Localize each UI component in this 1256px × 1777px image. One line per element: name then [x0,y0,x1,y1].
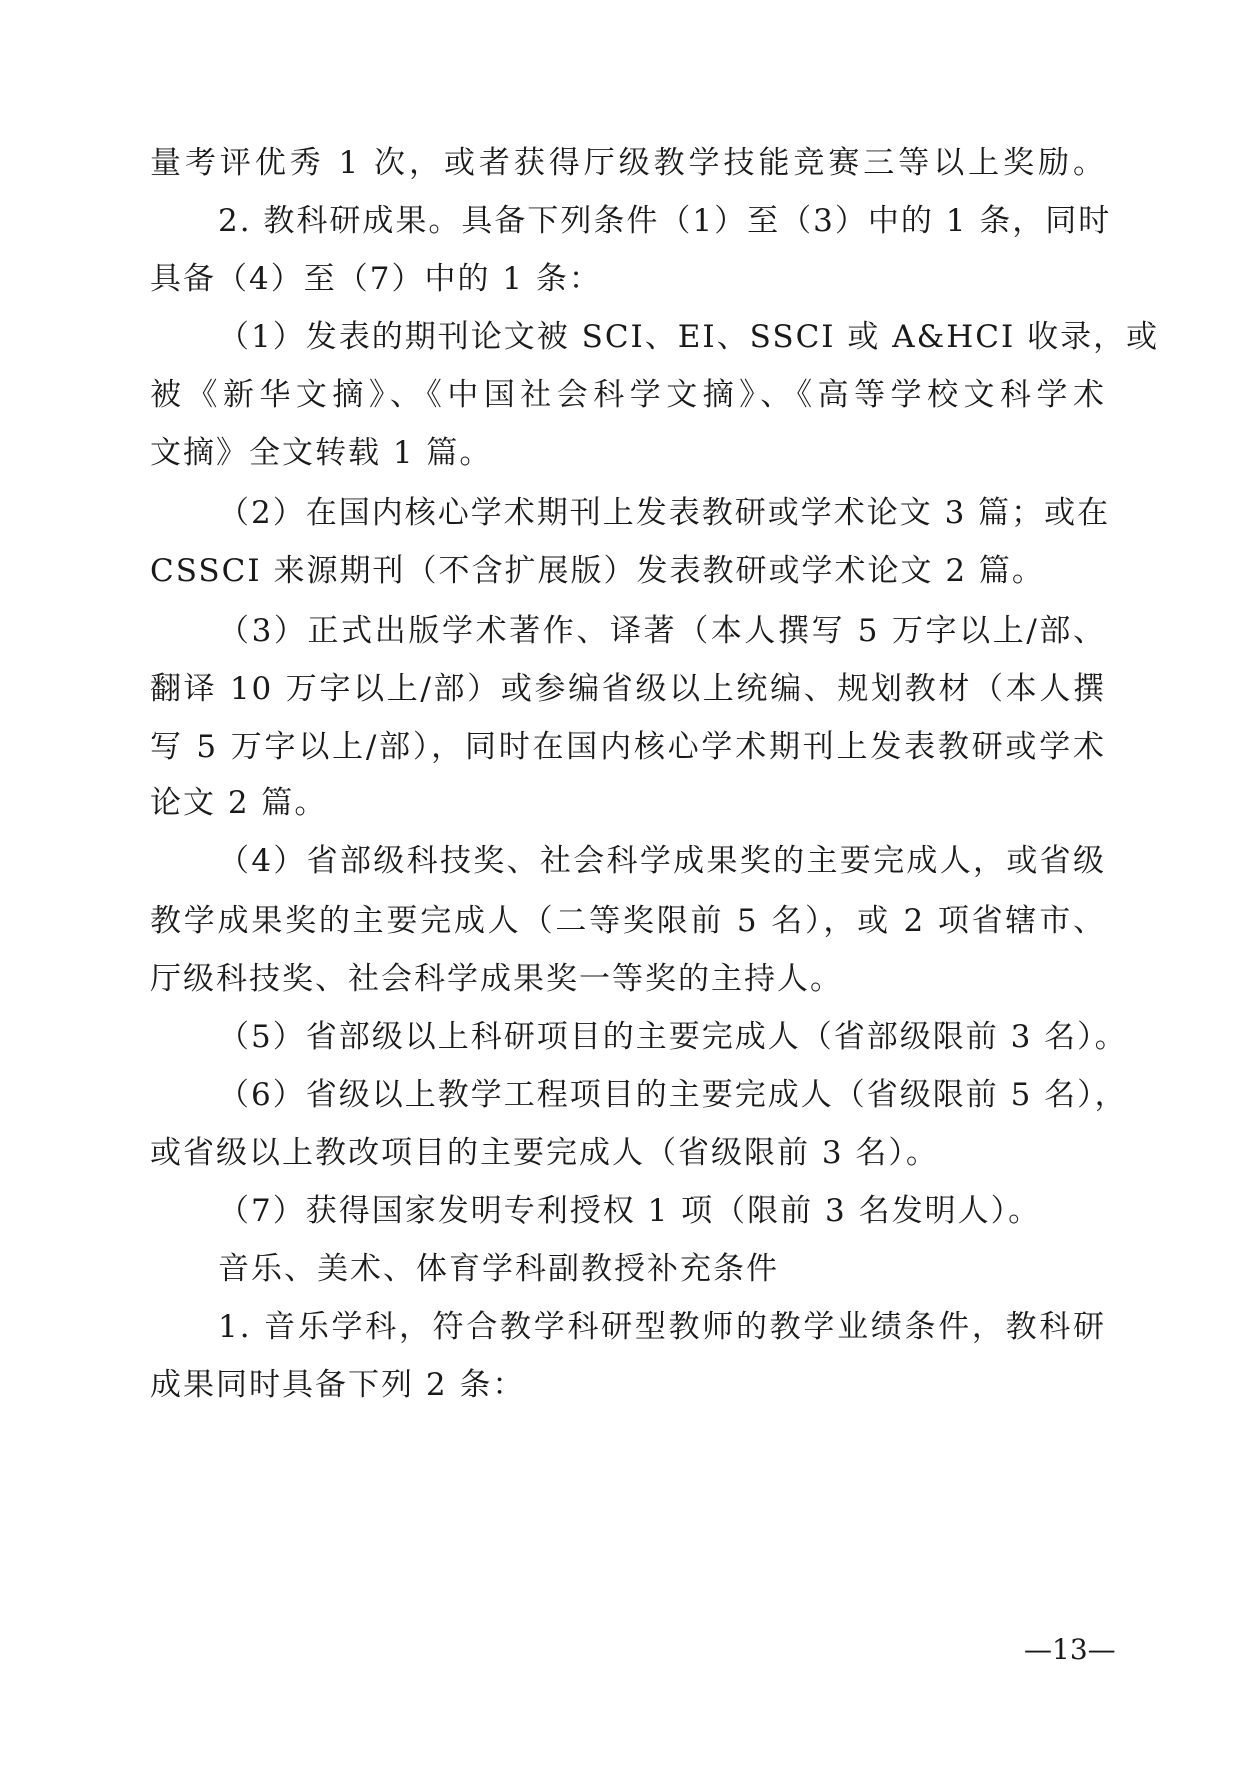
list-item-6: （6）省级以上教学工程项目的主要完成人（省级限前 5 名）， [218,1077,1128,1113]
list-item-7: （7）获得国家发明专利授权 1 项（限前 3 名发明人）。 [218,1193,1042,1229]
text-line: 被《新华文摘》、《中国社会科学文摘》、《高等学校文科学术 [150,377,1106,413]
text-line: 写 5 万字以上/部），同时在国内核心学术期刊上发表教研或学术 [150,729,1106,765]
text-line: 量考评优秀 1 次，或者获得厅级教学技能竞赛三等以上奖励。 [150,145,1106,181]
list-item-4: （4）省部级科技奖、社会科学成果奖的主要完成人，或省级 [218,843,1106,879]
list-item-1: （1）发表的期刊论文被 SCI、EI、SSCI 或 A&HCI 收录，或 [218,319,1160,355]
text-line: 具备（4）至（7）中的 1 条： [150,261,602,297]
text-line: 或省级以上教改项目的主要完成人（省级限前 3 名）。 [150,1135,939,1171]
subsection-title: 音乐、美术、体育学科副教授补充条件 [218,1251,779,1287]
list-item-3: （3）正式出版学术著作、译著（本人撰写 5 万字以上/部、 [218,613,1106,649]
text-line: 1. 音乐学科，符合教学科研型教师的教学业绩条件，教科研 [218,1309,1106,1345]
list-item-5: （5）省部级以上科研项目的主要完成人（省部级限前 3 名）。 [218,1019,1128,1055]
text-line: 文摘》全文转载 1 篇。 [150,435,493,471]
text-line: 成果同时具备下列 2 条： [150,1367,526,1403]
text-line: 论文 2 篇。 [150,785,328,821]
list-item-2: （2）在国内核心学术期刊上发表教研或学术论文 3 篇；或在 [218,495,1111,531]
text-line: 教学成果奖的主要完成人（二等奖限前 5 名），或 2 项省辖市、 [150,903,1106,939]
section-heading-research: 2. 教科研成果。具备下列条件（1）至（3）中的 1 条，同时 [218,203,1112,239]
page-number: —13— [1024,1633,1116,1666]
text-line: CSSCI 来源期刊（不含扩展版）发表教研或学术论文 2 篇。 [150,553,1045,589]
text-line: 翻译 10 万字以上/部）或参编省级以上统编、规划教材（本人撰 [150,671,1106,707]
text-line: 厅级科技奖、社会科学成果奖一等奖的主持人。 [150,961,843,997]
